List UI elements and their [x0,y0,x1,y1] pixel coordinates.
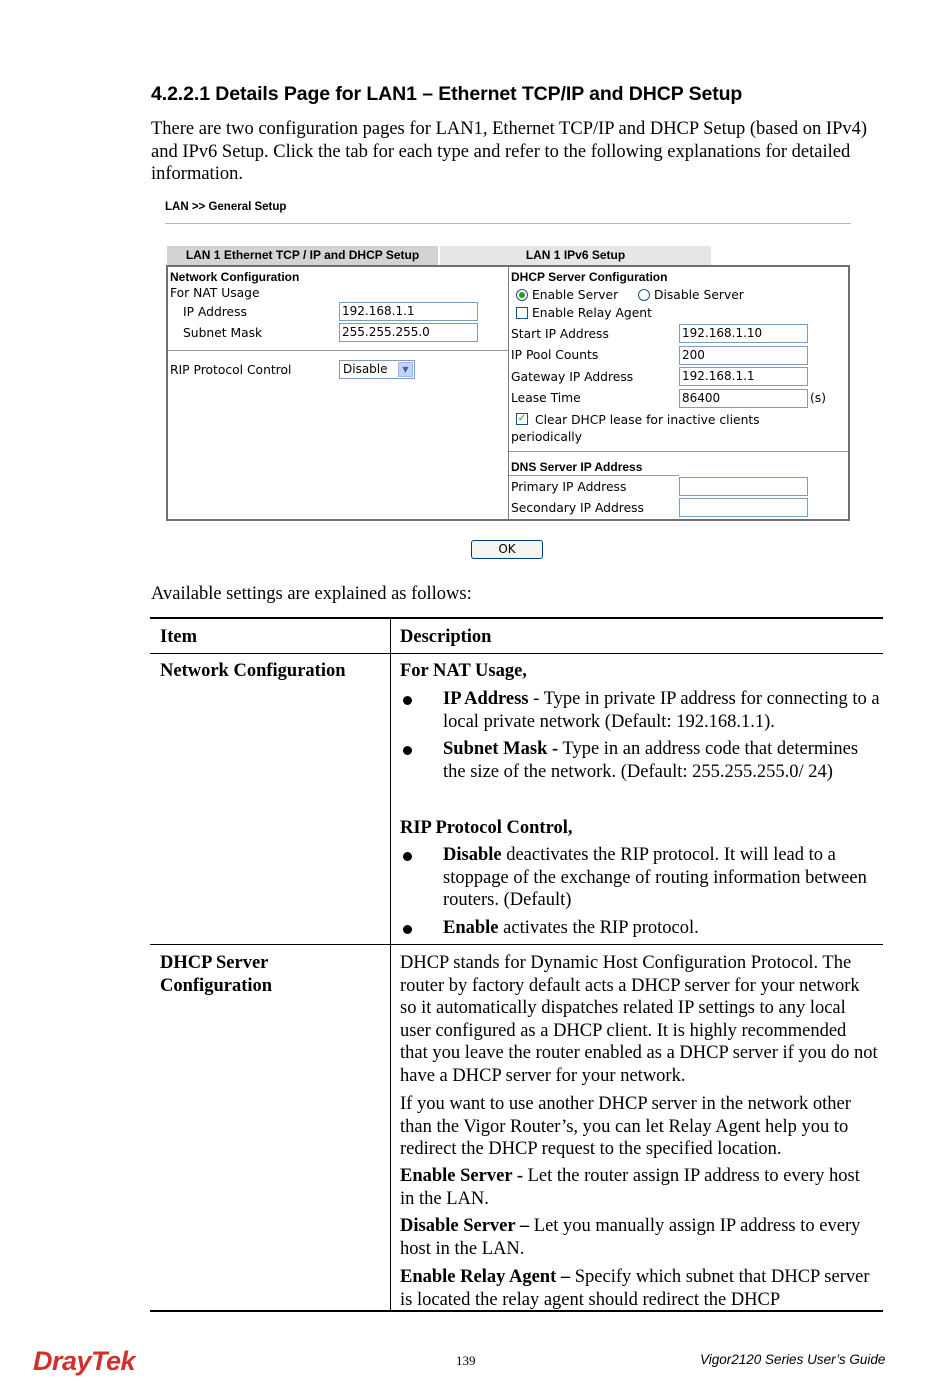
rip-protocol-select[interactable] [339,360,415,379]
ip-pool-label: IP Pool Counts [511,348,599,362]
section-heading: 4.2.2.1 Details Page for LAN1 – Ethernet TCP/IP and DHCP Setup [151,83,743,105]
start-ip-label: Start IP Address [511,327,609,341]
disable-term: Disable [443,845,502,865]
intro-paragraph: There are two configuration pages for LAN1, Ethernet TCP/IP and DHCP Setup (based on IPv4) and IPv6 Setup. Click the tab for each type and refer to the following explanations for detailed information. [151,119,868,184]
secondary-ip-input[interactable] [679,498,808,517]
secondary-ip-label: Secondary IP Address [511,501,644,515]
for-nat-label: For NAT Usage [170,286,260,300]
relay-agent-desc [400,1266,878,1311]
ip-address-term: IP Address [443,689,529,709]
table-column-rule [390,618,391,1311]
disable-server-desc [400,1215,878,1260]
bullet-icon [403,746,412,755]
breadcrumb: LAN >> General Setup [165,201,287,213]
breadcrumb-divider [165,223,851,224]
bullet-icon [403,696,412,705]
column-divider [508,267,509,519]
chevron-down-icon[interactable]: ▼ [398,362,413,377]
disable-server-label: Disable Server [654,288,744,302]
enable-server-desc [400,1165,878,1210]
disable-desc: deactivates the RIP protocol. It will lead to a stoppage of the exchange of routing information between routers. (Default) [443,845,867,910]
subnet-mask-label: Subnet Mask [183,326,263,340]
disable-server-term: Disable Server – [400,1216,530,1236]
rip-protocol-value: Disable [343,362,388,376]
relay-agent-text: Specify which subnet that DHCP server is located the relay agent should redirect the DHCP [400,1267,870,1310]
clear-lease-checkbox[interactable]: ✓ [517,413,527,424]
lan-setup-screenshot [160,195,860,567]
subnet-mask-desc: Type in an address code that determines the size of the network. (Default: 255.255.255.0/ 24) [443,739,859,782]
primary-ip-input[interactable] [679,477,808,496]
ip-address-label: IP Address [183,305,247,319]
available-settings-text: Available settings are explained as follows: [151,584,472,604]
relay-description: If you want to use another DHCP server in the network other than the Vigor Router’s, you can let Relay Agent help you to redirect the DHCP request to the specified location. [400,1094,851,1159]
relay-agent-term: Enable Relay Agent – [400,1267,571,1287]
primary-ip-label: Primary IP Address [511,480,627,494]
bullet-icon [403,852,412,861]
table-header-rule [150,653,883,654]
header-description: Description [400,627,492,647]
dns-divider [509,451,848,452]
enable-server-label: Enable Server [532,288,619,302]
network-config-title: Network Configuration [170,270,300,284]
lease-time-unit: (s) [810,391,827,405]
rip-protocol-label: RIP Protocol Control [170,363,292,377]
enable-relay-label: Enable Relay Agent [532,306,652,320]
row-dhcp-server-configuration: DHCP Server Configuration [160,953,273,996]
subnet-mask-term: Subnet Mask - [443,739,559,759]
table-row-rule [150,944,883,945]
nat-usage-heading: For NAT Usage, [400,661,527,681]
bullet-icon [403,925,412,934]
lease-time-label: Lease Time [511,391,581,405]
guide-title: Vigor2120 Series User’s Guide [700,1352,886,1367]
gateway-ip-input[interactable]: 192.168.1.1 [679,367,808,386]
disable-server-text: Let you manually assign IP address to every host in the LAN. [400,1216,861,1259]
clear-lease-label-cont: periodically [511,430,582,444]
header-item: Item [160,627,197,647]
rip-heading: RIP Protocol Control, [400,818,573,838]
left-divider [168,350,508,351]
enable-server-radio[interactable] [516,289,528,301]
ok-button[interactable]: OK [471,540,543,559]
subnet-mask-input[interactable]: 255.255.255.0 [339,323,478,342]
ip-address-input[interactable]: 192.168.1.1 [339,302,478,321]
enable-server-text: Let the router assign IP address to every host in the LAN. [400,1166,860,1209]
tab-ethernet-tcpip-dhcp[interactable]: LAN 1 Ethernet TCP / IP and DHCP Setup [167,246,438,265]
clear-lease-label: Clear DHCP lease for inactive clients [535,413,760,427]
table-top-rule [150,617,883,619]
enable-desc: activates the RIP protocol. [498,918,699,938]
ip-pool-input[interactable]: 200 [679,346,808,365]
dhcp-description: DHCP stands for Dynamic Host Configuration Protocol. The router by factory default acts a DHCP server for your network so it automatically dispatches related IP settings to any local user configured as a DHCP client. It is highly recommended that you leave the router enabled as a DHCP server if you do not have a DHCP server for your network. [400,953,878,1086]
disable-server-radio[interactable] [638,289,650,301]
page-number: 139 [456,1353,476,1368]
gateway-ip-label: Gateway IP Address [511,370,634,384]
tab-ipv6-setup[interactable]: LAN 1 IPv6 Setup [440,246,711,265]
enable-term: Enable [443,918,499,938]
dns-server-title: DNS Server IP Address [511,460,643,474]
dns-underline [509,475,679,476]
row-network-configuration: Network Configuration [160,661,346,681]
settings-panel [166,265,850,521]
start-ip-input[interactable]: 192.168.1.10 [679,324,808,343]
draytek-logo: DrayTek [33,1346,136,1376]
ip-address-desc: - Type in private IP address for connecting to a local private network (Default: 192.168.1.1). [443,689,880,732]
enable-relay-checkbox[interactable] [516,307,528,319]
lease-time-input[interactable]: 86400 [679,389,808,408]
enable-server-term: Enable Server - [400,1166,523,1186]
dhcp-config-title: DHCP Server Configuration [511,270,668,284]
